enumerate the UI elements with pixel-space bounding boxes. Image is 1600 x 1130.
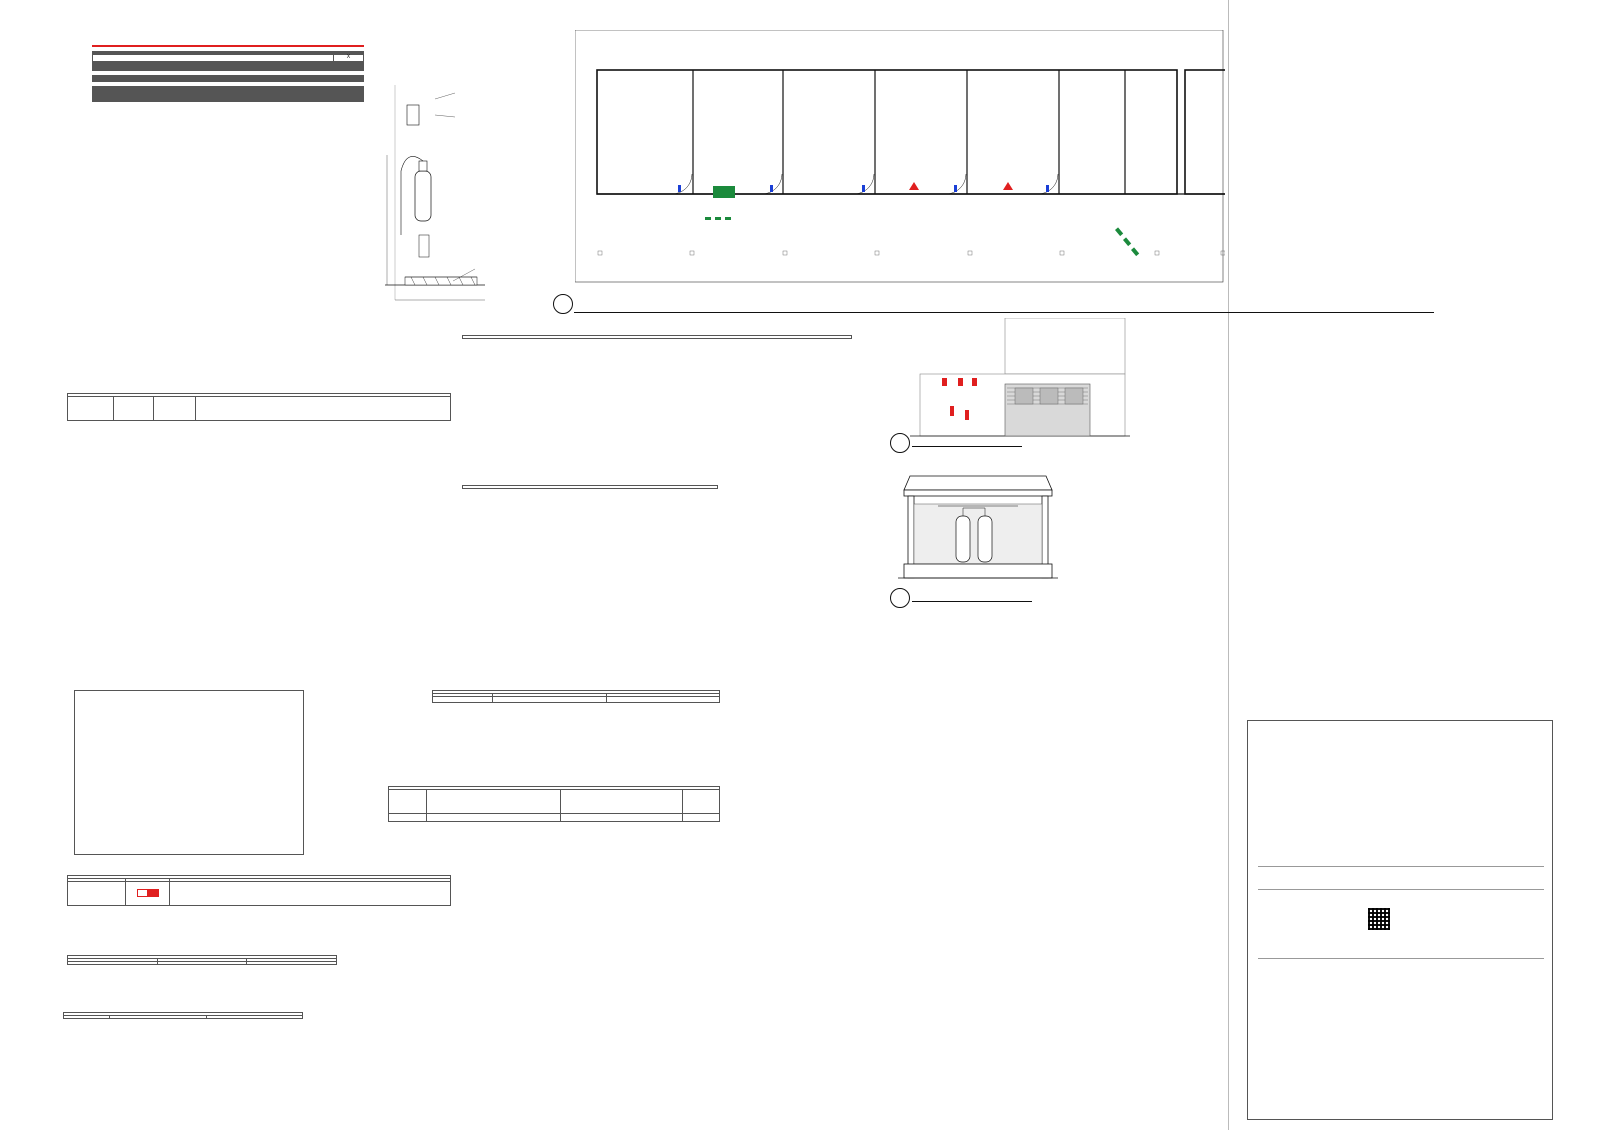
cell bbox=[93, 80, 127, 81]
col-sistema bbox=[683, 790, 720, 814]
col-equipamento bbox=[110, 1016, 207, 1019]
cell bbox=[296, 80, 330, 81]
alarme-symbol bbox=[126, 882, 170, 906]
title-block bbox=[1247, 720, 1553, 1120]
legislation-block bbox=[92, 45, 364, 102]
col-quantidade bbox=[389, 790, 427, 814]
table-conexao-tubo bbox=[388, 786, 720, 822]
header-banner bbox=[92, 45, 364, 47]
cell bbox=[330, 80, 364, 81]
frame-line bbox=[1228, 0, 1229, 1130]
col-modelo bbox=[561, 790, 683, 814]
placas-section bbox=[67, 393, 451, 421]
extinguisher-body bbox=[415, 171, 431, 221]
view1-label bbox=[553, 294, 577, 314]
view2-number bbox=[890, 433, 910, 453]
comunicacao-title bbox=[463, 486, 718, 489]
cell bbox=[262, 80, 296, 81]
view3-label bbox=[890, 588, 914, 608]
legenda-box bbox=[74, 690, 304, 855]
col-descricao bbox=[196, 397, 451, 421]
table-alarme bbox=[67, 875, 451, 906]
riscos-label bbox=[93, 100, 364, 101]
alarme-equipamento bbox=[170, 882, 451, 906]
view1-underline bbox=[574, 312, 1434, 313]
cell bbox=[68, 962, 158, 965]
cell bbox=[93, 69, 254, 70]
exit-sign-plan bbox=[713, 186, 735, 198]
qr-code-icon bbox=[1368, 908, 1390, 930]
table-enquadramento: X bbox=[92, 51, 364, 71]
view3-number bbox=[890, 588, 910, 608]
cell bbox=[228, 80, 262, 81]
cell bbox=[247, 962, 337, 965]
table-caracteristicas bbox=[92, 75, 364, 82]
legenda-title bbox=[75, 691, 303, 697]
floor-plan-drawing bbox=[575, 30, 1225, 290]
central-p45-notes bbox=[1181, 327, 1521, 456]
cell bbox=[157, 962, 247, 965]
pscip2 bbox=[93, 55, 334, 62]
table-extintores bbox=[462, 335, 852, 373]
p45-detail bbox=[898, 470, 1058, 582]
tb-logo-row bbox=[1258, 889, 1544, 959]
col-quantidade bbox=[64, 1016, 110, 1019]
cell bbox=[253, 69, 363, 70]
table-medidas bbox=[92, 86, 364, 102]
table-comunicacao bbox=[462, 485, 718, 519]
view3-underline bbox=[912, 601, 1032, 602]
col-descricao bbox=[206, 1016, 303, 1019]
view1-number bbox=[553, 294, 573, 314]
cell bbox=[160, 80, 194, 81]
building-outline bbox=[597, 70, 1177, 194]
table-conduites bbox=[67, 955, 337, 965]
view2-underline bbox=[912, 446, 1022, 447]
leste-elevation bbox=[910, 318, 1130, 440]
col-imagem bbox=[68, 397, 114, 421]
col-equipamento bbox=[427, 790, 561, 814]
gas-pipe-notes bbox=[800, 620, 1130, 749]
tb-top-note bbox=[1248, 721, 1552, 733]
col-tipo bbox=[114, 397, 154, 421]
cell bbox=[126, 80, 160, 81]
cell bbox=[194, 80, 228, 81]
col-codigo bbox=[154, 397, 196, 421]
table-row bbox=[93, 80, 364, 81]
view2-label bbox=[890, 433, 914, 453]
alarme-qty bbox=[68, 882, 126, 906]
emergency-light-icon bbox=[137, 889, 159, 897]
table-acessorios-diversos bbox=[63, 1012, 303, 1019]
extintores-title bbox=[463, 336, 852, 339]
table-placas bbox=[67, 393, 451, 421]
extinguisher-detail-drawing bbox=[375, 85, 505, 315]
sign-frame bbox=[407, 105, 419, 125]
table-acessorios-tubos bbox=[432, 690, 720, 703]
